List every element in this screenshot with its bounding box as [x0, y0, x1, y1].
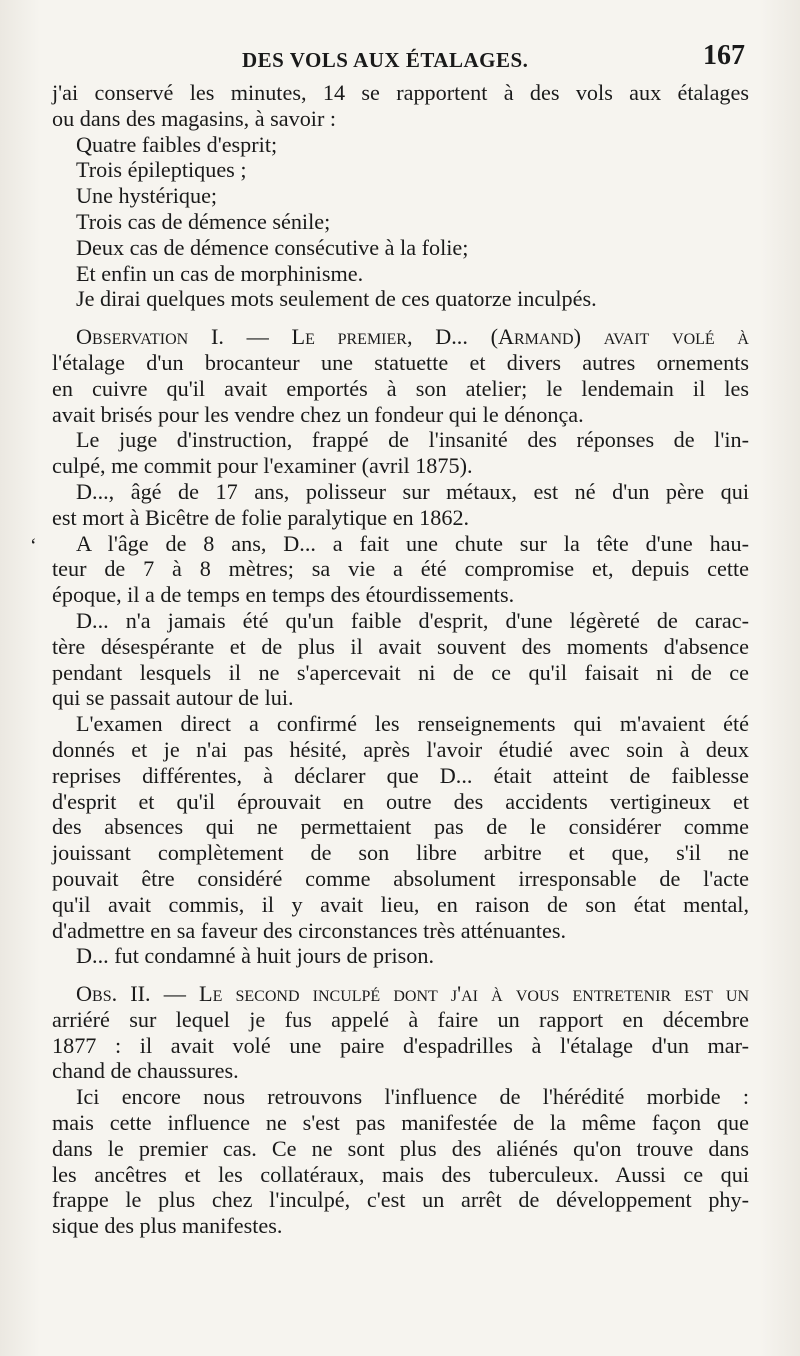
- text-line: pouvait être considéré comme absolument irresponsable de l'acte: [52, 865, 749, 891]
- text-line: tère désespérante et de plus il avait souvent des moments d'absence: [52, 633, 749, 659]
- text-line: d'admettre en sa faveur des circonstances très atténuantes.: [52, 917, 567, 943]
- text-line: donnés et je n'ai pas hésité, après l'avoir étudié avec soin à deux: [52, 736, 749, 762]
- text-line: culpé, me commit pour l'examiner (avril 1875).: [52, 453, 473, 479]
- text-line: en cuivre qu'il avait emportés à son atelier; le lendemain il les: [52, 375, 749, 401]
- text-line: est mort à Bicêtre de folie paralytique en 1862.: [52, 504, 470, 530]
- text-line: D..., âgé de 17 ans, polisseur sur métaux, est né d'un père qui: [76, 478, 749, 504]
- text-line: reprises différentes, à déclarer que D... était atteint de faiblesse: [52, 762, 749, 788]
- text-line: chand de chaussures.: [52, 1058, 239, 1084]
- observation-heading-1: Observation I. — Le premier, D... (Armand) avait volé à: [76, 324, 749, 350]
- list-item: Quatre faibles d'esprit;: [76, 131, 278, 157]
- list-item: Trois cas de démence sénile;: [76, 208, 331, 234]
- text-line: D... fut condamné à huit jours de prison.: [76, 943, 435, 969]
- text-line: d'esprit et qu'il éprouvait en outre des accidents vertigineux et: [52, 788, 749, 814]
- text-line: 1877 : il avait volé une paire d'espadrilles à l'étalage d'un mar-: [52, 1032, 749, 1058]
- observation-heading-2: Obs. II. — Le second inculpé dont j'ai à vous entretenir est un: [76, 981, 749, 1007]
- text-line: jouissant complètement de son libre arbitre et que, s'il ne: [52, 840, 749, 866]
- text-line: des absences qui ne permettaient pas de le considérer comme: [52, 814, 749, 840]
- text-line: qu'il avait commis, il y avait lieu, en raison de son état mental,: [52, 891, 749, 917]
- text-line: arriéré sur lequel je fus appelé à faire un rapport en décembre: [52, 1006, 749, 1032]
- text-line: mais cette influence ne s'est pas manifestée de la même façon que: [52, 1110, 749, 1136]
- text-line: avait brisés pour les vendre chez un fondeur qui le dénonça.: [52, 401, 584, 427]
- text-line: dans le premier cas. Ce ne sont plus des aliénés qu'on trouve dans: [52, 1135, 749, 1161]
- text-line: pendant lesquels il ne s'apercevait ni de ce qu'il faisait ni de ce: [52, 659, 749, 685]
- text-line: j'ai conservé les minutes, 14 se rapportent à des vols aux étalages: [52, 80, 749, 105]
- text-line: Ici encore nous retrouvons l'influence de l'hérédité morbide :: [76, 1084, 749, 1110]
- text-line: L'examen direct a confirmé les renseignements qui m'avaient été: [76, 711, 749, 737]
- text-line: Le juge d'instruction, frappé de l'insanité des réponses de l'in-: [76, 427, 749, 453]
- text-line: qui se passait autour de lui.: [52, 685, 294, 711]
- list-item: Et enfin un cas de morphinisme.: [76, 260, 364, 286]
- list-item: Trois épileptiques ;: [76, 157, 247, 183]
- text-line: sique des plus manifestes.: [52, 1213, 283, 1239]
- page-number: 167: [703, 40, 745, 71]
- text-line: teur de 7 à 8 mètres; sa vie a été compromise et, depuis cette: [52, 556, 749, 582]
- margin-mark: ‘: [30, 535, 37, 557]
- text-line: l'étalage d'un brocanteur une statuette et divers autres ornements: [52, 349, 749, 375]
- text-line: frappe le plus chez l'inculpé, c'est un arrêt de développement phy-: [52, 1187, 749, 1213]
- list-item: Deux cas de démence consécutive à la folie;: [76, 234, 469, 260]
- running-head: DES VOLS AUX ÉTALAGES.: [242, 48, 529, 72]
- page-header: [52, 38, 745, 78]
- text-line: Je dirai quelques mots seulement de ces quatorze inculpés.: [76, 286, 597, 312]
- text-line: les ancêtres et les collatéraux, mais des tuberculeux. Aussi ce qui: [52, 1161, 749, 1187]
- list-item: Une hystérique;: [76, 183, 218, 209]
- body-text: [52, 80, 749, 1239]
- text-line: A l'âge de 8 ans, D... a fait une chute sur la tête d'une hau-: [76, 530, 749, 556]
- text-line: D... n'a jamais été qu'un faible d'esprit, d'une légèreté de carac-: [76, 607, 749, 633]
- text-line: ou dans des magasins, à savoir :: [52, 105, 337, 131]
- text-line: époque, il a de temps en temps des étourdissements.: [52, 582, 515, 608]
